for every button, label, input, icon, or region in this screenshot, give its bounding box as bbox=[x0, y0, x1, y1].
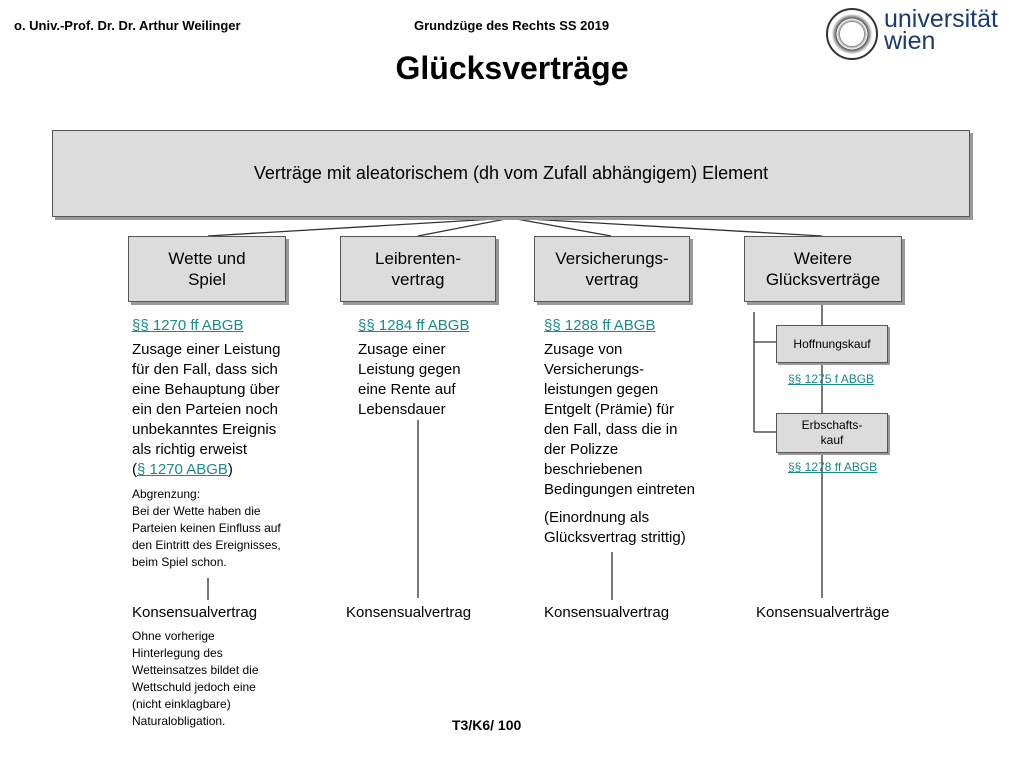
contract-type-versicherung: Konsensualvertrag bbox=[544, 604, 670, 621]
ref-link-1270-single[interactable]: § 1270 ABGB bbox=[137, 461, 228, 478]
subbox-erbschaftskauf bbox=[776, 413, 888, 453]
paren-close: ) bbox=[227, 461, 233, 478]
university-logo: universität wien bbox=[884, 5, 998, 55]
ref-link-1275[interactable]: §§ 1275 f ABGB bbox=[788, 372, 875, 386]
contract-type-leibrente: Konsensualvertrag bbox=[346, 604, 472, 621]
category-versicherung bbox=[534, 236, 690, 302]
category-label: Leibrenten- vertrag bbox=[374, 249, 461, 289]
note-einordnung: (Einordnung als Glücksvertrag strittig) bbox=[544, 509, 686, 546]
subbox-label: Erbschafts- kauf bbox=[801, 418, 863, 447]
note-abgrenzung: Abgrenzung: Bei der Wette haben die Parteien keinen Einfluss auf den Eintritt des Ereignisses, beim Spiel schon. bbox=[132, 487, 281, 569]
contract-note-wette: Ohne vorherige Hinterlegung des Wetteinsatzes bildet die Wettschuld jedoch eine (nicht einklagbare) Naturalobligation. bbox=[132, 629, 259, 728]
paren-open: ( bbox=[132, 461, 137, 478]
category-label: Wette und Spiel bbox=[168, 249, 246, 289]
inline-ref-line bbox=[132, 460, 233, 480]
text-leibrente: Zusage einer Leistung gegen eine Rente auf Lebensdauer bbox=[358, 341, 461, 418]
root-label: Verträge mit aleatorischem (dh vom Zufall abhängigem) Element bbox=[253, 163, 769, 183]
contract-type-wette: Konsensualvertrag bbox=[132, 604, 258, 621]
ref-link-1278[interactable]: §§ 1278 ff ABGB bbox=[788, 460, 878, 474]
ref-link-1270[interactable]: §§ 1270 ff ABGB bbox=[132, 317, 244, 334]
text-wette-spiel: Zusage einer Leistung für den Fall, dass sich eine Behauptung über ein den Parteien noch unbekanntes Ereignis als richtig erweist bbox=[132, 341, 281, 458]
text-versicherung: Zusage von Versicherungs- leistungen gegen Entgelt (Prämie) für den Fall, dass die in der Polizze beschriebenen Bedingungen eintreten bbox=[544, 341, 695, 498]
category-wette-spiel bbox=[128, 236, 286, 302]
subbox-label: Hoffnungskauf bbox=[793, 336, 871, 351]
course-header: Grundzüge des Rechts SS 2019 bbox=[414, 18, 610, 33]
category-label: Versicherungs- vertrag bbox=[555, 249, 669, 289]
page-number: T3/K6/ 100 bbox=[452, 717, 522, 733]
subbox-hoffnungskauf bbox=[776, 325, 888, 363]
category-leibrente bbox=[340, 236, 496, 302]
ref-link-1284[interactable]: §§ 1284 ff ABGB bbox=[358, 317, 470, 334]
category-weitere bbox=[744, 236, 902, 302]
author-header: o. Univ.-Prof. Dr. Dr. Arthur Weilinger bbox=[14, 18, 241, 33]
category-label: Weitere Glücksverträge bbox=[765, 249, 881, 289]
ref-link-1288[interactable]: §§ 1288 ff ABGB bbox=[544, 317, 656, 334]
root-box bbox=[52, 130, 970, 217]
page-title: Glücksverträge bbox=[395, 50, 629, 86]
contract-type-weitere: Konsensualverträge bbox=[756, 604, 890, 621]
